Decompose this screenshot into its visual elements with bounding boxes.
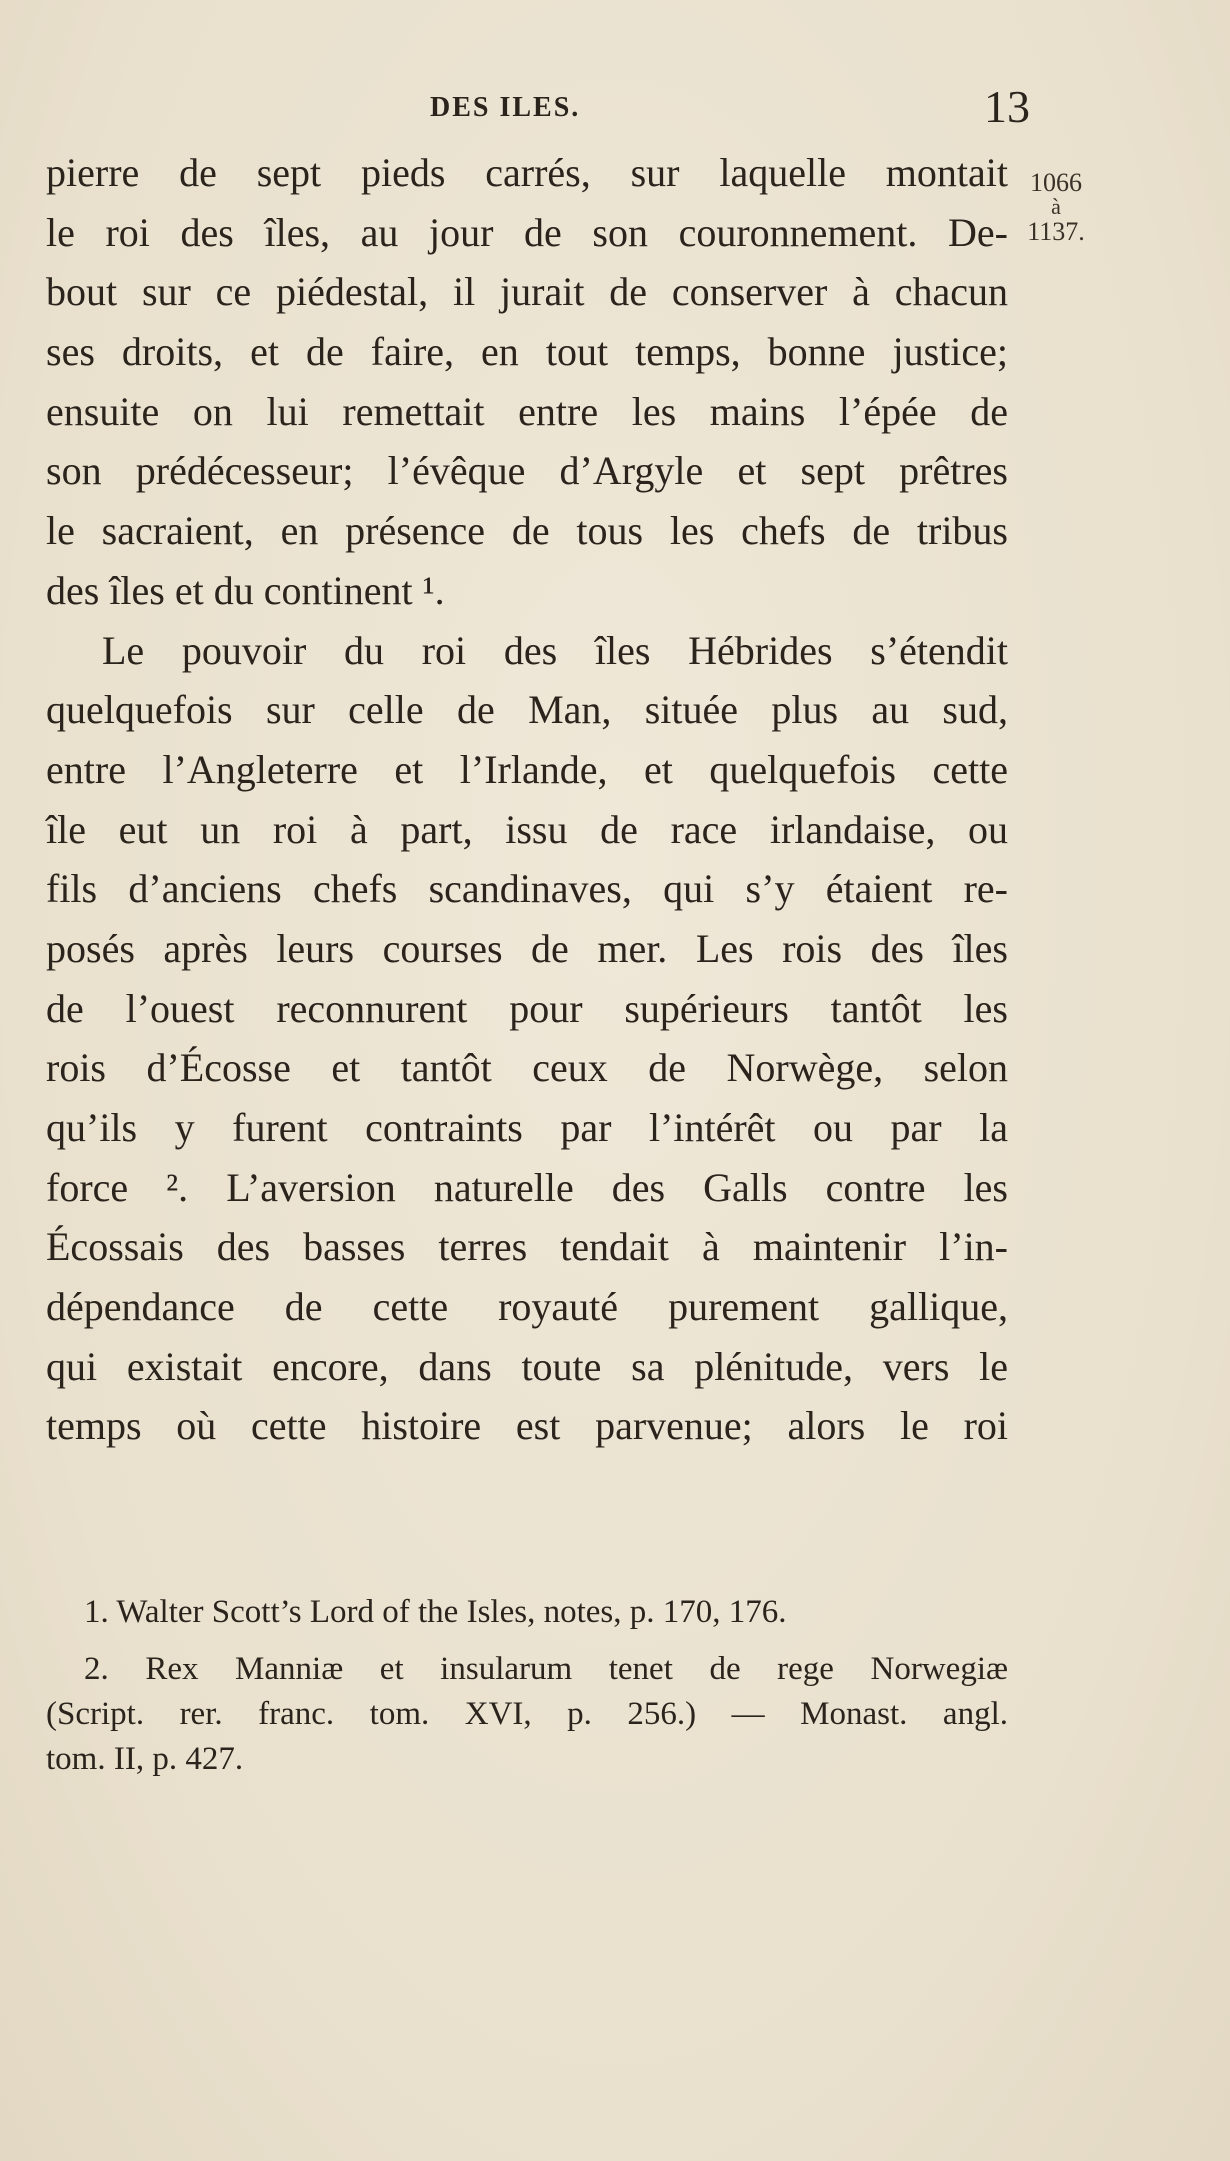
text-line: qui existait encore, dans toute sa plénitude, vers le — [46, 1343, 1008, 1389]
text-line: Le pouvoir du roi des îles Hébrides s’étendit — [102, 627, 1008, 673]
page-number: 13 — [984, 81, 1030, 132]
text-line: bout sur ce piédestal, il jurait de conserver à chacun — [46, 269, 1008, 315]
footnote-continuation: (Script. rer. franc. tom. XVI, p. 256.) — Monast. angl. — [46, 1696, 1008, 1732]
text-line: quelquefois sur celle de Man, située plus au sud, — [46, 687, 1008, 733]
text-line: le sacraient, en présence de tous les chefs de tribus — [46, 508, 1008, 554]
margin-date-to: 1137. — [1027, 217, 1085, 246]
footnotes — [46, 1590, 1008, 1782]
margin-date-note — [1016, 168, 1096, 246]
text-line: son prédécesseur; l’évêque d’Argyle et sept prêtres — [46, 448, 1008, 494]
text-line: dépendance de cette royauté purement gallique, — [46, 1284, 1008, 1330]
text-line: Écossais des basses terres tendait à maintenir l’in- — [46, 1224, 1008, 1270]
footnote-continuation: tom. II, p. 427. — [46, 1741, 244, 1777]
text-line: qu’ils y furent contraints par l’intérêt ou par la — [46, 1105, 1008, 1150]
text-line: le roi des îles, au jour de son couronnement. De- — [46, 209, 1008, 255]
footnote: 1. Walter Scott’s Lord of the Isles, notes, p. 170, 176. — [84, 1594, 787, 1630]
text-line: force ². L’aversion naturelle des Galls contre les — [46, 1164, 1008, 1210]
margin-date-sep: à — [1051, 194, 1061, 219]
text-line: fils d’anciens chefs scandinaves, qui s’y étaient re- — [46, 866, 1008, 912]
body-text — [46, 143, 1008, 1456]
margin-date-from: 1066 — [1030, 168, 1082, 197]
text-line: ensuite on lui remettait entre les mains l’épée de — [46, 388, 1008, 434]
footnote: 2. Rex Manniæ et insularum tenet de rege Norwegiæ — [84, 1651, 1008, 1687]
text-line: des îles et du continent ¹. — [46, 567, 445, 613]
text-line: rois d’Écosse et tantôt ceux de Norwège, selon — [46, 1045, 1008, 1091]
text-line: pierre de sept pieds carrés, sur laquelle montait — [46, 150, 1008, 195]
text-line: ses droits, et de faire, en tout temps, bonne justice; — [46, 329, 1008, 375]
running-head-title: DES ILES. — [430, 92, 581, 123]
text-line: entre l’Angleterre et l’Irlande, et quelquefois cette — [46, 746, 1008, 792]
text-line: temps où cette histoire est parvenue; alors le roi — [46, 1403, 1008, 1449]
text-line: posés après leurs courses de mer. Les rois des îles — [46, 925, 1008, 971]
text-line: île eut un roi à part, issu de race irlandaise, ou — [46, 806, 1008, 852]
text-line: de l’ouest reconnurent pour supérieurs tantôt les — [46, 985, 1008, 1031]
